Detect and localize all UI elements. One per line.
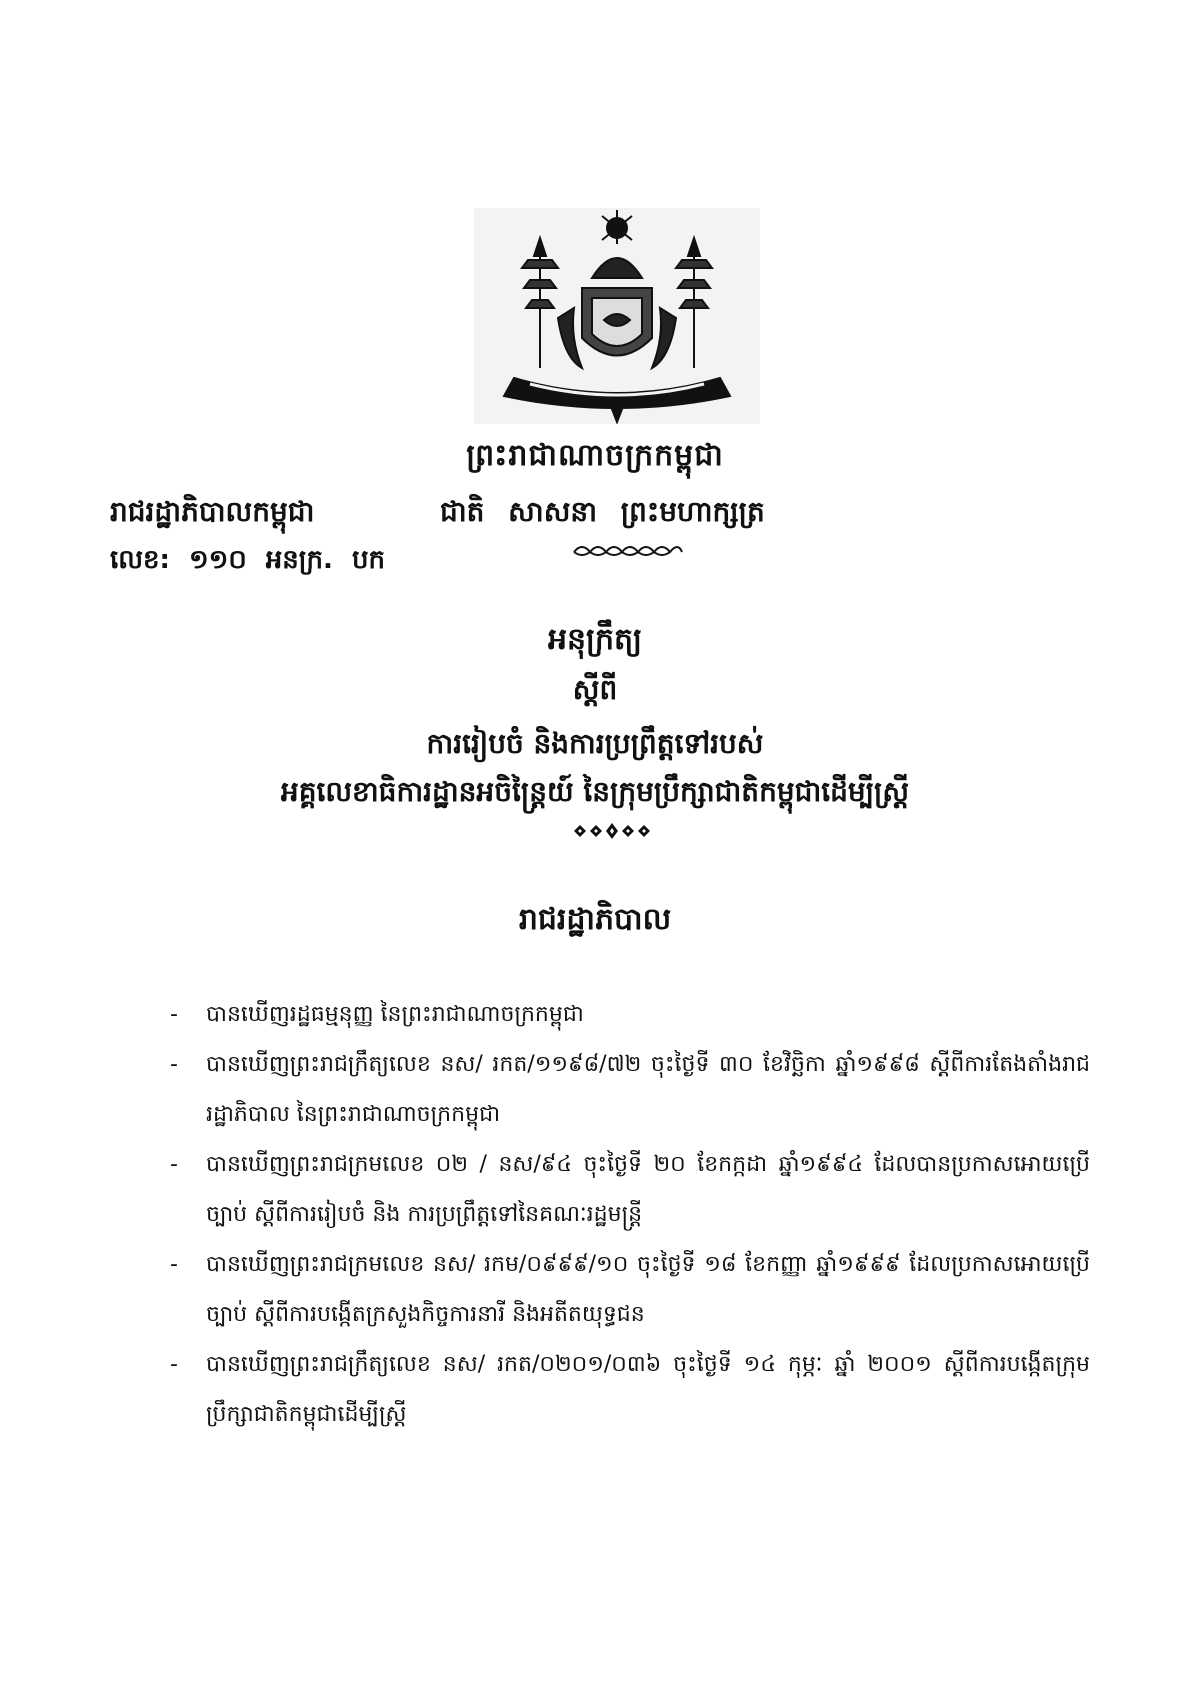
document-type: អនុក្រឹត្យ [547,622,643,657]
list-item [170,1340,1090,1440]
preamble-list [170,990,1090,1440]
list-dash: - [170,1152,178,1177]
list-item [170,1140,1090,1240]
decorative-divider-icon [570,540,686,560]
preamble-text: បានឃើញព្រះរាជក្រឹត្យលេខ នស/ រកត/១១៩៨/៧២ ចុះថ្ងៃទី ៣០ ខែវិច្ឆិកា ឆ្នាំ១៩៩៨ ស្តីពីការតែងតាំងរាជរដ្ឋាភិបាល នៃព្រះរាជាណាចក្រកម្ពុជា [206,1052,1090,1127]
list-dash: - [170,1052,178,1077]
subject-line-2: អគ្គលេខាធិការដ្ឋានអចិន្ត្រៃយ៍ នៃក្រុមប្រឹក្សាជាតិកម្ពុជាដើម្បីស្ត្រី [280,775,910,808]
national-motto: ជាតិ សាសនា ព្រះមហាក្សត្រ [440,495,765,528]
preamble-text: បានឃើញព្រះរាជក្រឹត្យលេខ នស/ រកត/០២០១/០៣៦ ចុះថ្ងៃទី ១៤ កុម្ភៈ ឆ្នាំ ២០០១ ស្តីពីការបង្កើតក្រុមប្រឹក្សាជាតិកម្ពុជាដើម្បីស្ត្រី [206,1352,1090,1427]
list-item [170,1240,1090,1340]
preamble-text: បានឃើញព្រះរាជក្រមលេខ នស/ រកម/០៩៩៩/១០ ចុះថ្ងៃទី ១៨ ខែកញ្ញា ឆ្នាំ១៩៩៩ ដែលប្រកាសអោយប្រើច្បាប់ ស្តីពីការបង្កើតក្រសួងកិច្ចការនារី និងអតីតយុទ្ធជន [206,1252,1090,1327]
list-item [170,990,1090,1040]
about-label: ស្តីពី [572,673,618,706]
list-dash: - [170,1002,178,1027]
royal-coat-of-arms-icon [474,208,760,424]
preamble-text: បានឃើញរដ្ឋធម្មនុញ្ញ នៃព្រះរាជាណាចក្រកម្ពុជា [206,1002,584,1027]
list-dash: - [170,1252,178,1277]
preamble-text: បានឃើញព្រះរាជក្រមលេខ ០២ / នស/៩៤ ចុះថ្ងៃទី ២០ ខែកក្កដា ឆ្នាំ១៩៩៤ ដែលបានប្រកាសអោយប្រើច្បាប់ ស្តីពីការរៀបចំ និង ការប្រព្រឹត្តទៅនៃគណៈរដ្ឋមន្ត្រី [206,1152,1090,1227]
list-item [170,1040,1090,1140]
diamond-divider-icon [566,820,658,842]
government-label: រាជរដ្ឋាភិបាលកម្ពុជា [110,495,315,528]
kingdom-heading: ព្រះរាជាណាចក្រកម្ពុជា [466,438,724,473]
list-dash: - [170,1352,178,1377]
issuer-heading: រាជរដ្ឋាភិបាល [518,902,672,937]
subject-line-1: ការរៀបចំ និងការប្រព្រឹត្តទៅរបស់ [426,727,764,760]
document-number: លេខ: ១១០ អនក្រ. បក [110,545,385,575]
